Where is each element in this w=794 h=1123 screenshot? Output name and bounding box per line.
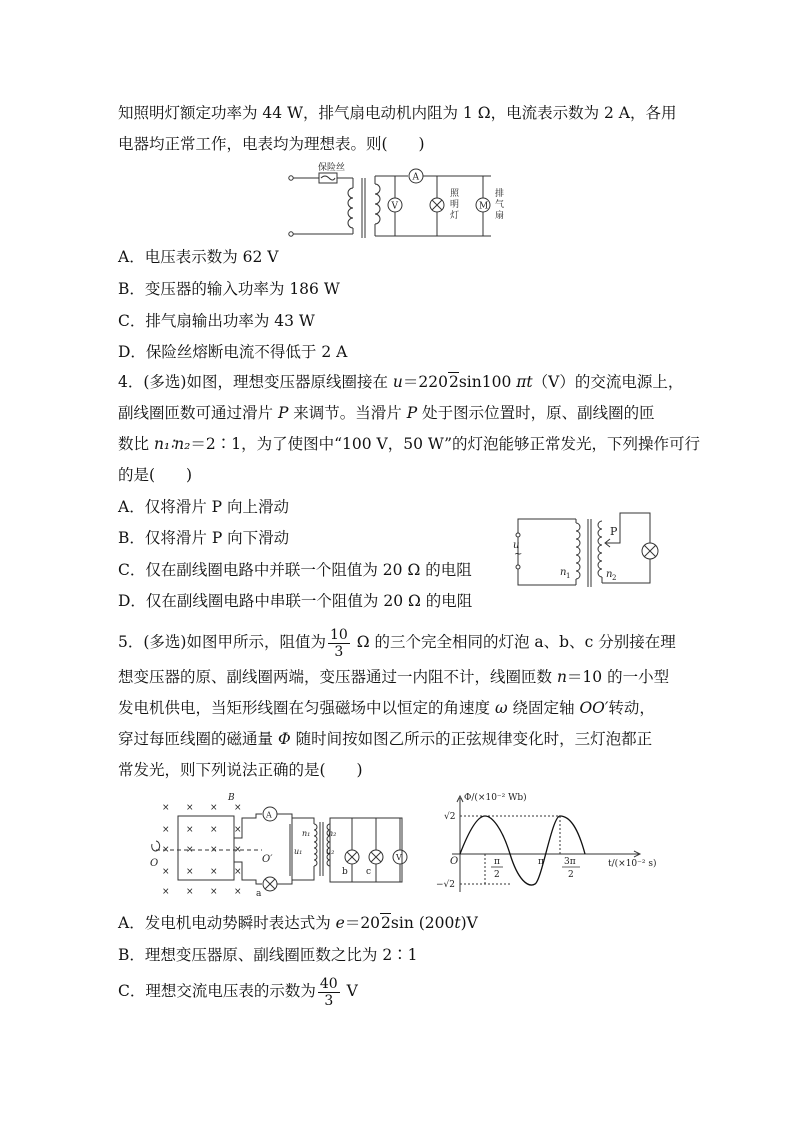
n2-subscript: 2	[612, 574, 617, 582]
slider-p-label: P	[610, 525, 618, 538]
n1-subscript: 1	[566, 572, 571, 580]
svg-text:×: ×	[234, 845, 242, 855]
q5-option-c: C．理想交流电压表的示数为 $\frac{40}{3}$ V	[118, 975, 358, 1009]
tick-pi-over-2-num: π	[494, 857, 500, 867]
svg-text:×: ×	[186, 825, 194, 835]
n1-coil-label: n₁	[302, 829, 311, 838]
field-b-label: B	[228, 793, 235, 803]
ammeter-a-label: A	[266, 810, 272, 820]
q3-option-a: A．电压表示数为 62 V	[118, 248, 279, 266]
svg-text:×: ×	[210, 825, 218, 835]
svg-text:×: ×	[234, 887, 242, 897]
fan-label-2: 气	[495, 200, 505, 210]
voltmeter-label: V	[391, 201, 398, 212]
svg-text:×: ×	[234, 803, 242, 813]
u1-label: u₁	[294, 847, 303, 856]
fraction-40-3: $\frac{40}{3}$	[319, 975, 338, 1009]
origin-label: O	[450, 856, 459, 867]
svg-text:×: ×	[162, 887, 170, 897]
lamp-label-2: 明	[450, 200, 460, 210]
y-axis-label: Φ/(×10⁻² Wb)	[464, 793, 527, 803]
tick-pi: π	[538, 857, 544, 867]
q5-text-line2: 想变压器的原、副线圈两端，变压器通过一内阻不计，线圈匝数 n＝10 的一小型	[118, 668, 670, 686]
svg-text:×: ×	[162, 825, 170, 835]
n2-coil-label: n₂	[328, 829, 337, 838]
q4-option-a: A．仅将滑片 P 向上滑动	[118, 498, 289, 516]
q3-option-b: B．变压器的输入功率为 186 W	[118, 280, 340, 298]
y-top-tick: √2	[444, 812, 456, 822]
svg-text:×: ×	[210, 867, 218, 877]
axis-o-label: O	[150, 858, 159, 869]
y-bottom-tick: −√2	[436, 880, 456, 890]
q5-generator-circuit-figure	[142, 788, 412, 900]
x-axis-label: t/(×10⁻² s)	[608, 859, 657, 869]
lamp-a-label: a	[256, 889, 262, 899]
source-u-label: u	[513, 540, 520, 551]
q5-option-a: A．发电机电动势瞬时表达式为 e＝202sin (200t)V	[118, 914, 478, 932]
sqrt-sign: 2	[448, 373, 459, 391]
tick-3pi-over-2-num: 3π	[564, 857, 576, 867]
q5-text-line1: 5．(多选)如图甲所示，阻值为 $\frac{10}{3}$ Ω 的三个完全相同的灯泡 a、b、c 分别接在理	[118, 626, 676, 660]
lamp-label-3: 灯	[450, 211, 460, 221]
lamp-c-label: c	[366, 867, 372, 877]
u2-label: u₂	[326, 847, 335, 856]
fan-label-3: 扇	[495, 211, 505, 221]
q4-transformer-figure	[510, 507, 670, 595]
svg-text:×: ×	[186, 803, 194, 813]
q4-option-b: B．仅将滑片 P 向下滑动	[118, 529, 290, 547]
q4-option-d: D．仅在副线圈电路中串联一个阻值为 20 Ω 的电阻	[118, 592, 473, 610]
lamp-label-1: 照	[450, 189, 460, 199]
q3-circuit-figure	[285, 162, 515, 244]
n1-label: n	[560, 567, 567, 578]
q4-text-line1: 4．(多选)如图，理想变压器原线圈接在 u＝2202sin100 πt（V）的交流电源上，	[118, 373, 684, 391]
q3-text-line2: 电器均正常工作，电表均为理想表。则( )	[118, 135, 425, 153]
q5-text-line3: 发电机供电，当矩形线圈在匀强磁场中以恒定的角速度 ω 绕固定轴 OO′转动，	[118, 699, 655, 717]
fuse-label: 保险丝	[318, 163, 346, 173]
q4-option-c: C．仅在副线圈电路中并联一个阻值为 20 Ω 的电阻	[118, 561, 472, 579]
motor-label: M	[479, 201, 489, 212]
q4-text-line4: 的是( )	[118, 466, 193, 484]
q5-text-line4: 穿过每匝线圈的磁通量 Φ 随时间按如图乙所示的正弦规律变化时，三灯泡都正	[118, 730, 653, 748]
svg-text:×: ×	[210, 887, 218, 897]
svg-text:×: ×	[162, 867, 170, 877]
q3-option-c: C．排气扇输出功率为 43 W	[118, 312, 315, 330]
lamp-b-label: b	[342, 867, 348, 877]
svg-text:×: ×	[162, 845, 170, 855]
q3-option-d: D．保险丝熔断电流不得低于 2 A	[118, 343, 348, 361]
q4-text-line2: 副线圈匝数可通过滑片 P 来调节。当滑片 P 处于图示位置时，原、副线圈的匝	[118, 404, 655, 422]
q4-text-line3: 数比 n₁∶n₂＝2∶1，为了使图中“100 V，50 W”的灯泡能够正常发光，下列操作可行	[118, 435, 701, 453]
tick-pi-over-2-den: 2	[494, 870, 500, 880]
sqrt-sign: 2	[381, 914, 391, 932]
svg-text:×: ×	[234, 825, 242, 835]
svg-text:×: ×	[210, 803, 218, 813]
svg-text:×: ×	[210, 845, 218, 855]
tick-3pi-over-2-den: 2	[568, 870, 574, 880]
fraction-10-3: $\frac{10}{3}$	[329, 626, 348, 660]
svg-text:×: ×	[162, 803, 170, 813]
axis-o-prime-label: O′	[262, 854, 273, 865]
svg-text:×: ×	[234, 867, 242, 877]
q5-option-b: B．理想变压器原、副线圈匝数之比为 2∶1	[118, 946, 418, 964]
svg-text:×: ×	[186, 867, 194, 877]
voltmeter-v-label: V	[396, 853, 402, 862]
q5-flux-graph	[430, 788, 665, 900]
n2-label: n	[606, 569, 613, 580]
ammeter-label: A	[412, 172, 419, 183]
fan-label-1: 排	[495, 189, 505, 199]
svg-text:×: ×	[186, 887, 194, 897]
source-tilde-label: ~	[514, 549, 523, 560]
q5-text-line5: 常发光，则下列说法正确的是( )	[118, 761, 363, 779]
q3-text-line1: 知照明灯额定功率为 44 W，排气扇电动机内阻为 1 Ω，电流表示数为 2 A，各用	[118, 104, 677, 122]
svg-text:×: ×	[186, 845, 194, 855]
